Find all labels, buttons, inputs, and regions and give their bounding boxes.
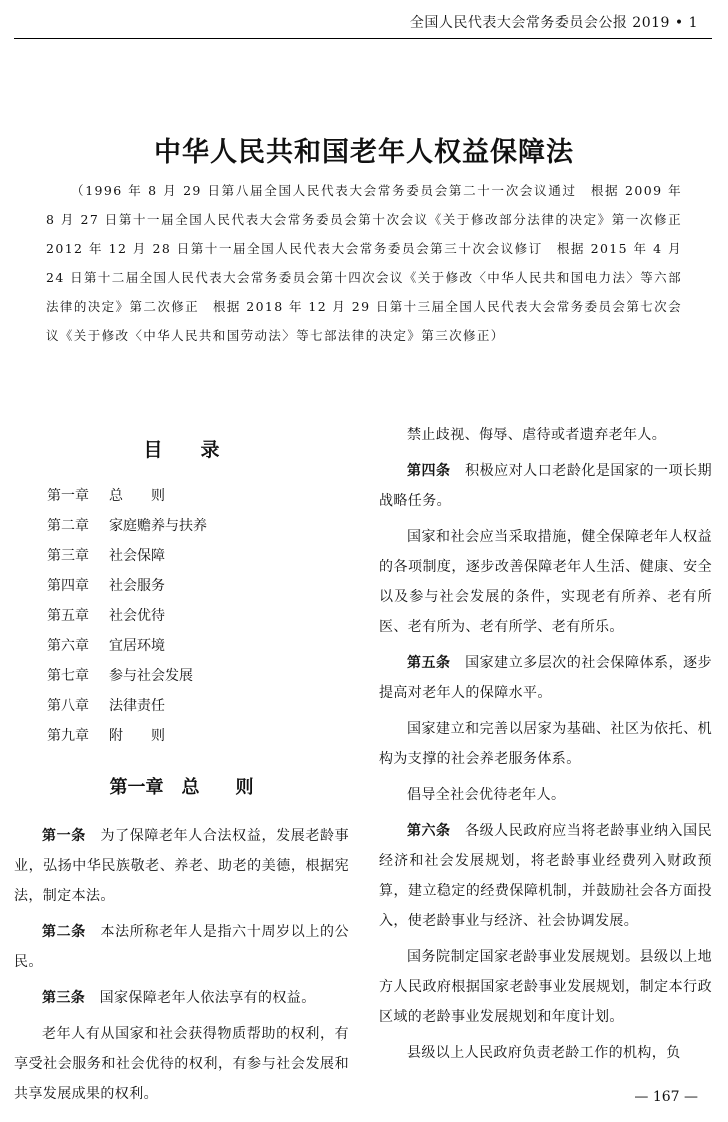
article-1 [14,821,349,911]
article-paragraph: 国家建立和完善以居家为基础、社区为依托、机构为支撑的社会养老服务体系。 [379,721,712,767]
article-paragraph: 国家和社会应当采取措施，健全保障老年人权益的各项制度，逐步改善保障老年人生活、健康、安全以及参与社会发展的条件，实现老有所养、老有所医、老有所为、老有所学、老有所乐。 [379,529,712,635]
article-3 [14,983,349,1013]
toc-item [14,601,349,631]
article-text: 积极应对人口老龄化是国家的一项长期战略任务。 [379,463,712,509]
article-paragraph: 老年人有从国家和社会获得物质帮助的权利，有享受社会服务和社会优待的权利，有参与社会发展和共享发展成果的权利。 [14,1026,349,1102]
article-label: 第一条 [42,828,86,844]
right-column [379,420,712,1074]
article-label: 第二条 [42,924,86,940]
article-2 [14,917,349,977]
article-text: 各级人民政府应当将老龄事业纳入国民经济和社会发展规划，将老龄事业经费列入财政预算，建立稳定的经费保障机制，并鼓励社会各方面投入，使老龄事业与经济、社会协调发展。 [379,823,712,929]
left-column [14,420,349,1115]
toc-chapter-number: 第五章 [47,608,89,624]
toc-item [14,571,349,601]
article-text: 国家建立多层次的社会保障体系，逐步提高对老年人的保障水平。 [379,655,712,701]
article-4 [379,456,712,516]
toc-chapter-number: 第四章 [47,578,89,594]
toc-chapter-name: 家庭赡养与扶养 [109,518,207,534]
article-label: 第四条 [407,463,451,479]
toc-chapter-number: 第八章 [47,698,89,714]
toc-chapter-name: 社会优待 [109,608,165,624]
legislative-history: （1996 年 8 月 29 日第八届全国人民代表大会常务委员会第二十一次会议通过 根据 2009 年 8 月 27 日第十一届全国人民代表大会常务委员会第十次会议《关于修改部分法律的决定》第一次修正 2012 年 12 月 28 日第十一届全国人民代表大会常务委员会第三十次会议修订 根据 2015 年 4 月 24 日第十二届全国人民代表大会常务委员会第十四次会议《关于修改〈中华人民共和国电力法〉等六部法律的决定》第二次修正 根据 2018 年 12 月 29 日第十三届全国人民代表大会常务委员会第七次会议《关于修改〈中华人民共和国劳动法〉等七部法律的决定》第三次修正） [46,183,696,343]
toc-chapter-name: 附 则 [109,728,165,744]
toc-item [14,661,349,691]
toc-item [14,481,349,511]
toc-chapter-number: 第六章 [47,638,89,654]
running-header: 全国人民代表大会常务委员会公报 2019 • 1 [409,15,698,31]
toc-chapter-number: 第二章 [47,518,89,534]
toc-item [14,541,349,571]
article-paragraph: 倡导全社会优待老年人。 [407,787,566,803]
article-5 [379,648,712,708]
toc-chapter-name: 社会保障 [109,548,165,564]
law-title: 中华人民共和国老年人权益保障法 [154,137,574,169]
toc-chapter-number: 第九章 [47,728,89,744]
article-text: 为了保障老年人合法权益，发展老龄事业，弘扬中华民族敬老、养老、助老的美德，根据宪法，制定本法。 [14,828,349,904]
toc-chapter-name: 总 则 [109,488,165,504]
article-label: 第五条 [407,655,451,671]
article-text: 本法所称老年人是指六十周岁以上的公民。 [14,924,349,970]
toc-chapter-name: 社会服务 [109,578,165,594]
article-paragraph: 国务院制定国家老龄事业发展规划。县级以上地方人民政府根据国家老龄事业发展规划，制定本行政区域的老龄事业发展规划和年度计划。 [379,949,712,1025]
toc-chapter-name: 法律责任 [109,698,165,714]
article-label: 第三条 [42,990,86,1006]
article-6 [379,816,712,936]
toc-item [14,721,349,751]
toc-chapter-number: 第七章 [47,668,89,684]
page-number: — 167 — [634,1089,698,1105]
toc-chapter-name: 宜居环境 [109,638,165,654]
toc-item [14,511,349,541]
toc-item [14,691,349,721]
toc-chapter-number: 第三章 [47,548,89,564]
toc-chapter-number: 第一章 [47,488,89,504]
article-text: 国家保障老年人依法享有的权益。 [85,990,316,1006]
article-paragraph: 县级以上人民政府负责老龄工作的机构，负 [407,1045,681,1061]
header-rule [14,38,712,39]
toc-title: 目 录 [143,439,220,461]
article-label: 第六条 [407,823,451,839]
chapter-heading: 第一章 总 则 [109,777,254,798]
toc-item [14,631,349,661]
toc-chapter-name: 参与社会发展 [109,668,193,684]
article-paragraph: 禁止歧视、侮辱、虐待或者遗弃老年人。 [407,427,667,443]
